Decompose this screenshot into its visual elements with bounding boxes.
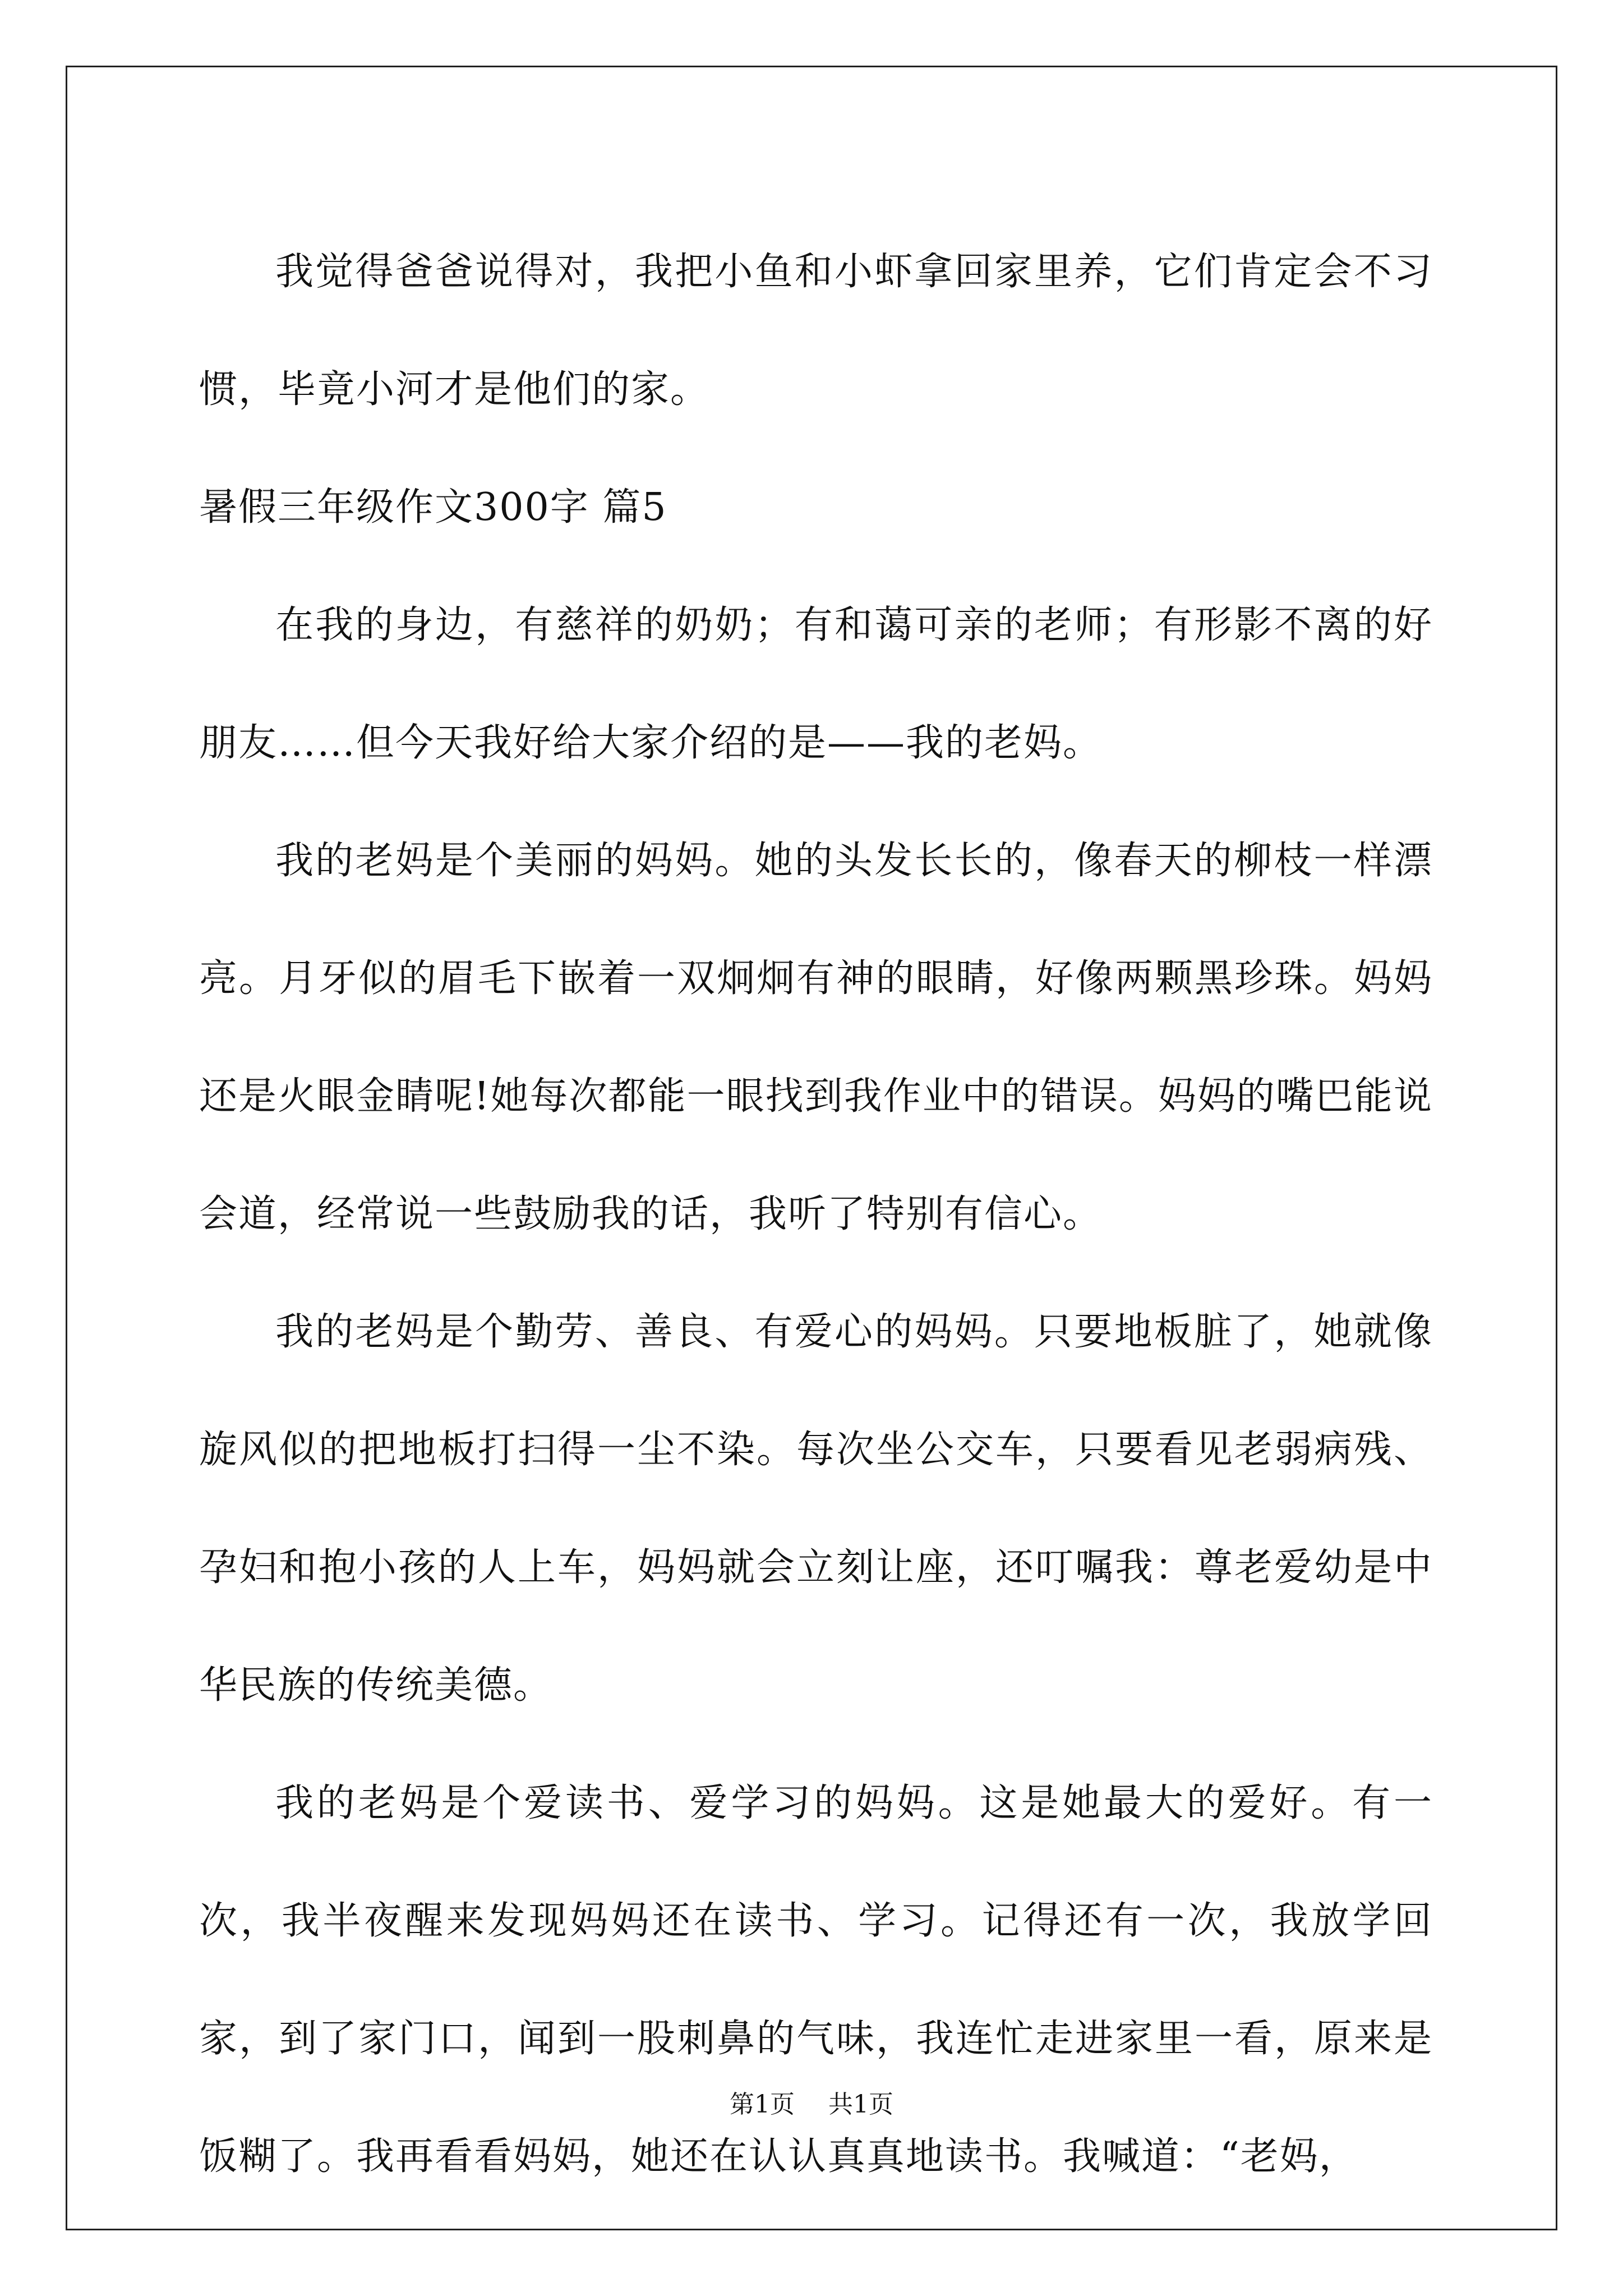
paragraph: 我的老妈是个美丽的妈妈。她的头发长长的，像春天的柳枝一样漂亮。月牙似的眉毛下嵌着一双炯炯有神的眼睛，好像两颗黑珍珠。妈妈还是火眼金睛呢!她每次都能一眼找到我作业中的错误。妈妈的嘴巴能说会道，经常说一些鼓励我的话，我听了特别有信心。 [199,839,1433,1236]
page-number: 第1页 [730,2090,795,2119]
paragraph: 在我的身边，有慈祥的奶奶；有和蔼可亲的老师；有形影不离的好朋友……但今天我好给大家介绍的是——我的老妈。 [199,603,1433,765]
section-heading: 暑假三年级作文300字 篇5 [199,485,667,530]
paragraph: 我的老妈是个勤劳、善良、有爱心的妈妈。只要地板脏了，她就像旋风似的把地板打扫得一尘不染。每次坐公交车，只要看见老弱病残、孕妇和抱小孩的人上车，妈妈就会立刻让座，还叮嘱我：尊老爱幼是中华民族的传统美德。 [199,1310,1433,1708]
page-total: 共1页 [828,2090,893,2119]
document-body [199,213,1433,2216]
paragraph: 我觉得爸爸说得对，我把小鱼和小虾拿回家里养，它们肯定会不习惯，毕竟小河才是他们的家。 [199,250,1433,412]
paragraph: 我的老妈是个爱读书、爱学习的妈妈。这是她最大的爱好。有一次，我半夜醒来发现妈妈还在读书、学习。记得还有一次，我放学回家，到了家门口，闻到一股刺鼻的气味，我连忙走进家里一看，原来是饭糊了。我再看看妈妈，她还在认认真真地读书。我喊道：“老妈， [199,1781,1433,2179]
page-footer [0,2084,1623,2120]
